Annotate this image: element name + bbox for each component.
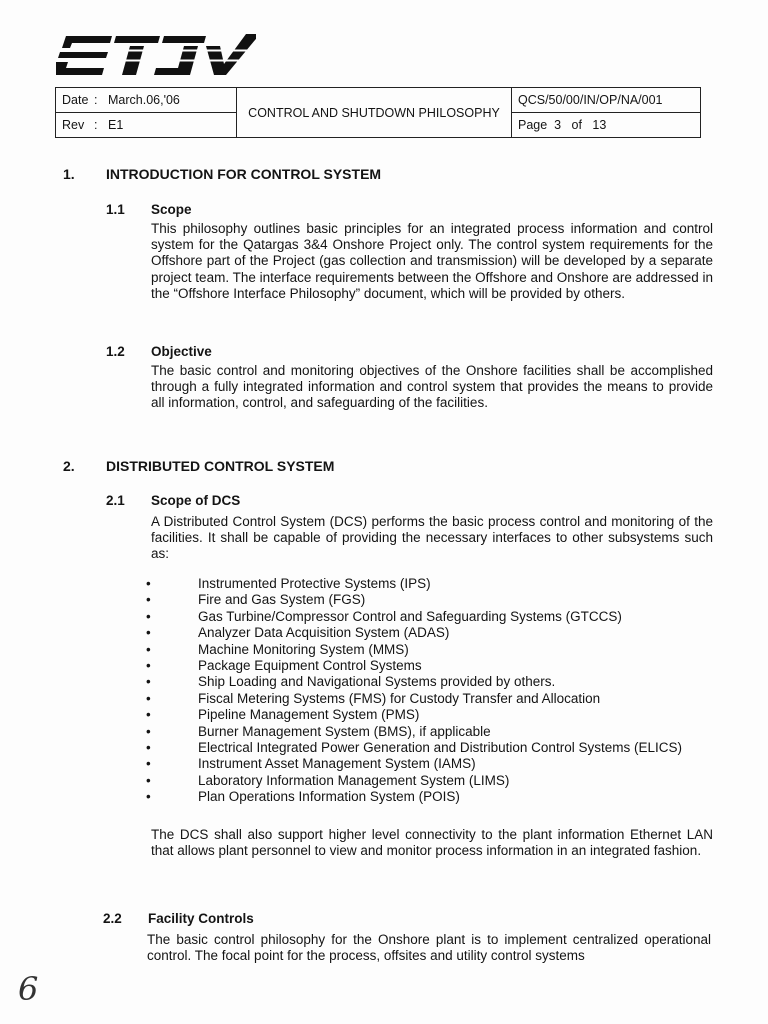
list-item: • Gas Turbine/Compressor Control and Safeguarding Systems (GTCCS) [146,608,622,624]
list-item: • Instrument Asset Management System (IAMS) [146,756,476,772]
bullet-icon: • [146,658,151,674]
bullet-icon: • [146,625,151,641]
bullet-icon: • [146,690,151,706]
rev-cell [56,113,237,138]
document-number: QCS/50/00/IN/OP/NA/001 [512,88,701,113]
section-1-title: INTRODUCTION FOR CONTROL SYSTEM [106,166,382,182]
bullet-icon: • [146,592,151,608]
page-label: Page [518,118,548,132]
list-item: • Laboratory Information Management System (LIMS) [146,772,510,788]
rev-label: Rev [62,118,85,132]
company-logo [56,30,256,80]
bullet-icon: • [146,740,151,756]
page-of: of [571,118,582,132]
subsection-1-2-title: Objective [151,344,212,359]
date-value: March.06,'06 [108,93,180,107]
bullet-icon: • [146,772,151,788]
page-indicator [512,113,701,138]
subsection-1-2-number: 1.2 [106,344,125,359]
scope-paragraph: This philosophy outlines basic principles for an integrated process information and control system for the Qatargas 3&4 Onshore Project only. The control system requirements for the Offshore part of the Project (gas collection and transmission) will be developed by a separate project team. The interface requirements between the Offshore and Onshore are addressed in the “Offshore Interface Philosophy” document, which will be provided by others. [151,221,713,301]
document-header [55,87,701,138]
dcs-scope-paragraph: A Distributed Control System (DCS) performs the basic process control and monitoring of the facilities. It shall be capable of providing the necessary interfaces to other subsystems such as: [151,514,713,562]
date-separator: : [94,93,98,107]
bullet-icon: • [146,576,151,591]
bullet-icon: • [146,641,151,657]
list-item: • Fiscal Metering Systems (FMS) for Custody Transfer and Allocation [146,690,601,706]
objective-paragraph: The basic control and monitoring objectives of the Onshore facilities shall be accomplished through a fully integrated information and control system that provides the means to provide all information, control, and safeguarding of the facilities. [151,363,713,411]
subsection-2-2-title: Facility Controls [148,911,254,926]
list-item: • Electrical Integrated Power Generation and Distribution Control Systems (ELICS) [146,740,682,756]
list-item: • Analyzer Data Acquisition System (ADAS) [146,625,450,641]
subsection-2-1-title: Scope of DCS [151,493,241,508]
subsection-1-1-title: Scope [151,202,192,217]
list-item: • Fire and Gas System (FGS) [146,592,366,608]
bullet-icon: • [146,789,151,805]
list-item: • Instrumented Protective Systems (IPS) [146,576,431,591]
list-item: • Ship Loading and Navigational Systems provided by others. [146,674,556,690]
subsection-2-2-number: 2.2 [103,911,122,926]
list-item: • Package Equipment Control Systems [146,658,422,674]
page-current: 3 [554,118,562,132]
rev-value: E1 [108,118,124,132]
list-item: • Machine Monitoring System (MMS) [146,641,409,657]
bullet-icon: • [146,756,151,772]
handwritten-page-number: 6 [18,970,39,1008]
rev-separator: : [94,118,98,132]
list-item: • Plan Operations Information System (POIS) [146,789,460,805]
facility-controls-paragraph: The basic control philosophy for the Onshore plant is to implement centralized operational control. The focal point for the process, offsites and utility control systems [147,932,711,964]
bullet-icon: • [146,608,151,624]
date-cell [56,88,237,113]
page-total: 13 [592,118,607,132]
bullet-icon: • [146,674,151,690]
bullet-icon: • [146,707,151,723]
date-label: Date [62,93,89,107]
subsection-2-1-number: 2.1 [106,493,125,508]
section-2-number: 2. [63,458,75,474]
section-2-title: DISTRIBUTED CONTROL SYSTEM [106,458,335,474]
subsection-1-1-number: 1.1 [106,202,125,217]
list-item: • Burner Management System (BMS), if applicable [146,723,491,739]
subsystem-list [146,576,682,806]
document-title: CONTROL AND SHUTDOWN PHILOSOPHY [237,88,512,138]
dcs-connectivity-paragraph: The DCS shall also support higher level connectivity to the plant information Ethernet LAN that allows plant personnel to view and monitor process information in an integrated fashion. [151,827,713,859]
list-item: • Pipeline Management System (PMS) [146,707,420,723]
bullet-icon: • [146,723,151,739]
section-1-number: 1. [63,166,75,182]
